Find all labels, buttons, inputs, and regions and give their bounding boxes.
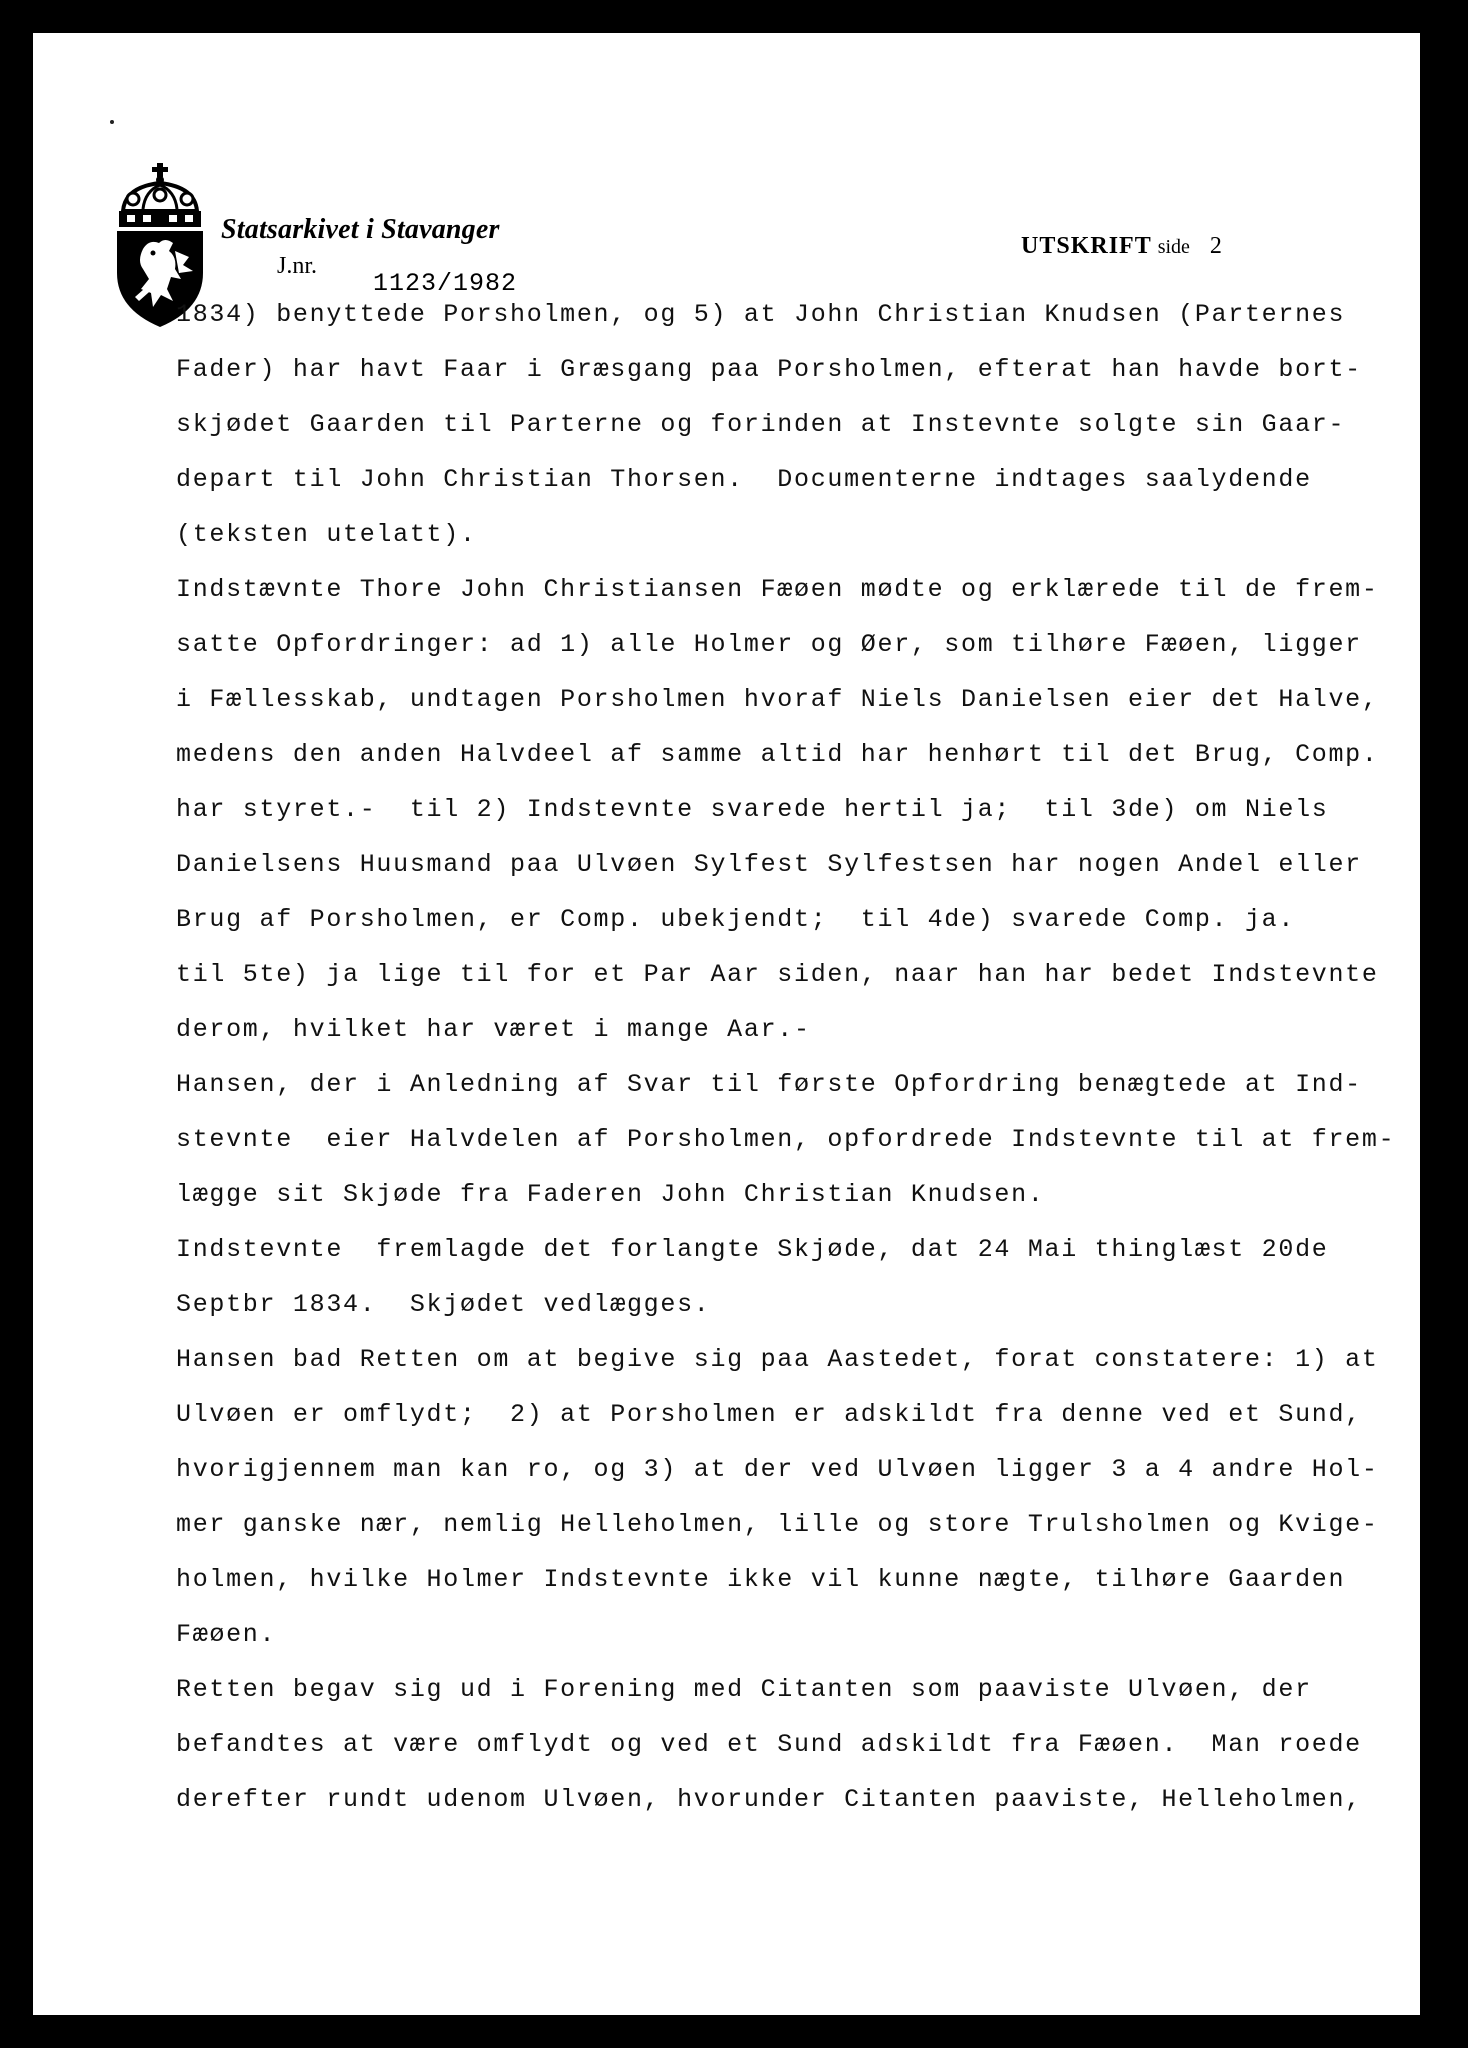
text-line: Hansen, der i Anledning af Svar til første Opfordring benægtede at Ind- [176, 1070, 1362, 1099]
utskrift-label: UTSKRIFT [1021, 233, 1152, 259]
margin-dot [110, 120, 114, 124]
text-line: Ulvøen er omflydt; 2) at Porsholmen er adskildt fra denne ved et Sund, [176, 1400, 1362, 1429]
text-line: 1834) benyttede Porsholmen, og 5) at John Christian Knudsen (Parternes [176, 300, 1346, 329]
text-line: stevnte eier Halvdelen af Porsholmen, opfordrede Indstevnte til at frem- [176, 1125, 1396, 1154]
journal-number-value: 1123/1982 [373, 269, 518, 298]
text-line: i Fællesskab, undtagen Porsholmen hvoraf Niels Danielsen eier det Halve, [176, 685, 1379, 714]
text-line: Fader) har havt Faar i Græsgang paa Porsholmen, efterat han havde bort- [176, 355, 1362, 384]
text-line: Indstævnte Thore John Christiansen Fæøen mødte og erklærede til de frem- [176, 575, 1379, 604]
text-line: Danielsens Huusmand paa Ulvøen Sylfest Sylfestsen har nogen Andel eller [176, 850, 1362, 879]
transcript-page-header [1021, 233, 1223, 260]
text-line: Brug af Porsholmen, er Comp. ubekjendt; til 4de) svarede Comp. ja. [176, 905, 1296, 934]
text-line: satte Opfordringer: ad 1) alle Holmer og Øer, som tilhøre Fæøen, ligger [176, 630, 1362, 659]
text-line: depart til John Christian Thorsen. Documenterne indtages saalydende [176, 465, 1312, 494]
text-line: lægge sit Skjøde fra Faderen John Christian Knudsen. [176, 1180, 1045, 1209]
text-line: Septbr 1834. Skjødet vedlægges. [176, 1290, 711, 1319]
text-line: har styret.- til 2) Indstevnte svarede hertil ja; til 3de) om Niels [176, 795, 1329, 824]
text-line: befandtes at være omflydt og ved et Sund adskildt fra Fæøen. Man roede [176, 1730, 1362, 1759]
text-line: derefter rundt udenom Ulvøen, hvorunder Citanten paaviste, Helleholmen, [176, 1785, 1362, 1814]
side-label: side [1157, 236, 1190, 258]
text-line: holmen, hvilke Holmer Indstevnte ikke vil kunne nægte, tilhøre Gaarden [176, 1565, 1346, 1594]
text-line: derom, hvilket har været i mange Aar.- [176, 1015, 811, 1044]
text-line: medens den anden Halvdeel af samme altid har henhørt til det Brug, Comp. [176, 740, 1379, 769]
text-line: Retten begav sig ud i Forening med Citanten som paaviste Ulvøen, der [176, 1675, 1312, 1704]
text-line: Hansen bad Retten om at begive sig paa Aastedet, forat constatere: 1) at [176, 1345, 1379, 1374]
text-line: hvorigjennem man kan ro, og 3) at der ved Ulvøen ligger 3 a 4 andre Hol- [176, 1455, 1379, 1484]
archive-name: Statsarkivet i Stavanger [221, 214, 500, 245]
text-line: Indstevnte fremlagde det forlangte Skjøde, dat 24 Mai thinglæst 20de [176, 1235, 1329, 1264]
page-number: 2 [1209, 233, 1223, 259]
journal-number-label: J.nr. [277, 253, 318, 279]
text-line: skjødet Gaarden til Parterne og forinden at Instevnte solgte sin Gaar- [176, 410, 1346, 439]
text-line: Fæøen. [176, 1620, 277, 1649]
text-line: (teksten utelatt). [176, 520, 477, 549]
text-line: mer ganske nær, nemlig Helleholmen, lille og store Trulsholmen og Kvige- [176, 1510, 1379, 1539]
text-line: til 5te) ja lige til for et Par Aar siden, naar han har bedet Indstevnte [176, 960, 1379, 989]
